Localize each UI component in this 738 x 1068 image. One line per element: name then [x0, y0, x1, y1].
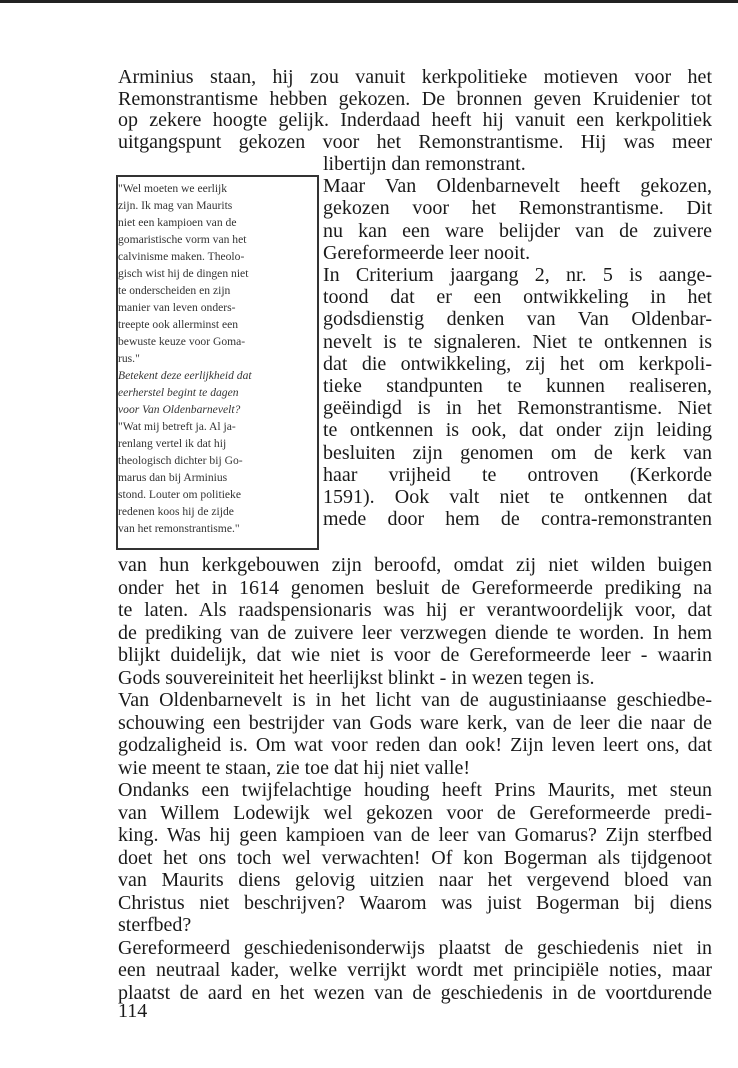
- text-line: te ontkennen is ook, dat onder zijn leiding: [323, 419, 712, 442]
- text-line: Maar Van Oldenbarnevelt heeft gekozen,: [323, 175, 712, 198]
- text-line: sterfbed?: [118, 914, 192, 936]
- quote-line: voor Van Oldenbarnevelt?: [118, 403, 241, 416]
- text-line: doet het ons toch wel verwachten! Of kon Bogerman als tijdgenoot: [118, 846, 712, 869]
- text-line: wie meent te staan, zie toe dat hij niet valle!: [118, 756, 471, 779]
- text-line: onder het in 1614 genomen besluit de Gereformeerde prediking na: [118, 576, 712, 599]
- quote-line: Betekent deze eerlijkheid dat: [118, 369, 252, 382]
- text-line: godsdienstig denken van Van Oldenbar-: [323, 308, 712, 331]
- text-line: king. Was hij geen kampioen van de leer van Gomarus? Zijn sterfbed: [118, 824, 712, 846]
- quote-line: gisch wist hij de dingen niet: [118, 267, 249, 280]
- text-line: toond dat er een ontwikkeling in het: [323, 286, 712, 309]
- page-top-border: [0, 0, 738, 3]
- text-line: nevelt is te signaleren. Niet te ontkennen is: [323, 330, 712, 353]
- text-line: Ondanks een twijfelachtige houding heeft Prins Maurits, met steun: [118, 779, 712, 801]
- text-line: de prediking van de zuivere leer verzwegen diende te worden. In hem: [118, 621, 712, 644]
- text-line: van hun kerkgebouwen zijn beroofd, omdat zij niet wilden buigen: [118, 554, 712, 576]
- quote-line: redenen koos hij de zijde: [118, 505, 234, 518]
- text-line: blijkt duidelijk, dat wie niet is voor de Gereformeerde leer - waarin: [118, 644, 712, 666]
- text-line: gekozen voor het Remonstrantisme. Dit: [323, 197, 712, 220]
- quote-line: calvinisme maken. Theolo-: [118, 250, 245, 263]
- quote-line: "Wat mij betreft ja. Al ja-: [118, 420, 236, 433]
- text-line: een neutraal kader, welke verrijkt wordt met principiële noties, maar: [118, 959, 712, 981]
- quote-line: renlang vertel ik dat hij: [118, 437, 227, 450]
- quote-line: zijn. Ik mag van Maurits: [118, 199, 233, 212]
- text-line: op zekere hoogte gelijk. Inderdaad heeft hij vanuit een kerkpolitiek: [118, 109, 712, 132]
- text-line: plaatst de aard en het wezen van de geschiedenis in de voortdurende: [118, 981, 712, 1004]
- text-line: uitgangspunt gekozen voor het Remonstrantisme. Hij was meer: [118, 130, 712, 153]
- quote-line: treepte ook allerminst een: [118, 318, 239, 331]
- text-line: Gereformeerd geschiedenisonderwijs plaatst de geschiedenis niet in: [118, 936, 712, 959]
- quote-line: niet een kampioen van de: [118, 216, 237, 229]
- text-line: libertijn dan remonstrant.: [323, 153, 526, 175]
- text-line: 1591). Ook valt niet te ontkennen dat: [323, 486, 712, 508]
- text-line: van Maurits diens gelovig uitzien naar het vergevend bloed van: [118, 869, 712, 891]
- text-line: van Willem Lodewijk wel gekozen voor de Gereformeerde predi-: [118, 801, 712, 824]
- text-line: te laten. Als raadspensionaris was hij er verantwoordelijk voor, dat: [118, 599, 712, 621]
- text-line: nu kan een ware belijder van de zuivere: [323, 219, 712, 242]
- text-line: godzaligheid is. Om wat voor reden dan ook! Zijn leven leert ons, dat: [118, 734, 712, 756]
- text-line: Arminius staan, hij zou vanuit kerkpolitieke motieven voor het: [118, 66, 712, 88]
- quote-line: bewuste keuze voor Goma-: [118, 335, 246, 348]
- quote-line: gomaristische vorm van het: [118, 233, 247, 246]
- text-line: dat die ontwikkeling, zij het om kerkpoli-: [323, 352, 712, 375]
- quote-line: van het remonstrantisme.": [118, 522, 240, 535]
- page-number: 114: [118, 1000, 148, 1022]
- text-line: mede door hem de contra-remonstranten: [323, 508, 712, 531]
- text-line: schouwing een bestrijder van Gods ware kerk, van de leer die naar de: [118, 711, 712, 734]
- quote-sidebar-box: [116, 175, 319, 550]
- text-line: Gereformeerde leer nooit.: [323, 241, 531, 264]
- quote-line: "Wel moeten we eerlijk: [118, 182, 228, 195]
- text-line: Van Oldenbarnevelt is in het licht van de augustiniaanse geschiedbe-: [118, 689, 712, 711]
- text-line: tieke standpunten te kunnen realiseren,: [323, 375, 712, 397]
- text-line: besluiten zijn genomen om de kerk van: [323, 441, 712, 464]
- quote-line: theologisch dichter bij Go-: [118, 454, 243, 467]
- quote-line: manier van leven onders-: [118, 301, 236, 314]
- text-line: geëindigd is in het Remonstrantisme. Niet: [323, 397, 712, 420]
- quote-line: stond. Louter om politieke: [118, 488, 242, 501]
- quote-line: rus.": [118, 352, 140, 365]
- text-line: Gods souvereiniteit het heerlijkst blinkt - in wezen tegen is.: [118, 666, 595, 689]
- quote-line: eerherstel begint te dagen: [118, 386, 239, 399]
- quote-line: te onderscheiden en zijn: [118, 284, 231, 297]
- text-line: Christus niet beschrijven? Waarom was juist Bogerman bij diens: [118, 891, 712, 914]
- text-line: In Criterium jaargang 2, nr. 5 is aange-: [323, 264, 712, 286]
- text-line: haar vrijheid te ontroven (Kerkorde: [323, 463, 712, 486]
- text-line: Remonstrantisme hebben gekozen. De bronnen geven Kruidenier tot: [118, 87, 712, 110]
- quote-line: marus dan bij Arminius: [118, 471, 228, 484]
